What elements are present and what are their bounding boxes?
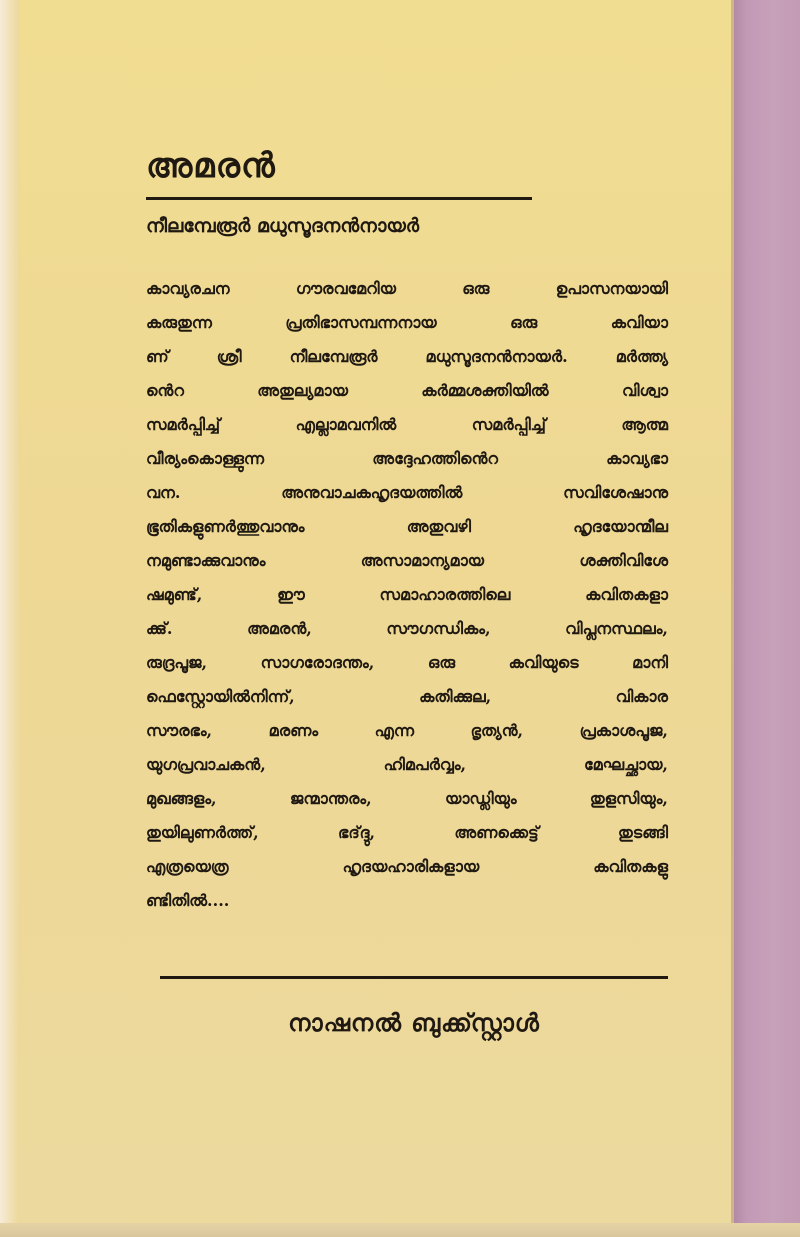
author-name: നീലമ്പേരൂർ മധുസൂദനൻനായർ — [146, 215, 420, 237]
blurb-line: ണ്ടിതിൽ.... — [146, 891, 230, 910]
cover-left-edge — [0, 0, 20, 1237]
blurb-line: നമുണ്ടാക്കുവാനും അസാമാന്യമായ ശക്തിവിശേ — [146, 551, 668, 570]
book-spine — [734, 0, 800, 1237]
blurb-line: ൻെറ അതുല്യമായ കർമ്മശക്തിയിൽ വിശ്വാ — [146, 381, 668, 400]
blurb-line: കരുതുന്ന പ്രതിഭാസമ്പന്നനായ ഒരു കവിയാ — [146, 313, 668, 332]
blurb-line: കാവ്യരചന ഗൗരവമേറിയ ഒരു ഉപാസനയായി — [146, 279, 668, 298]
publisher-name: നാഷനൽ ബുക്ക്സ്റ്റാൾ — [288, 1008, 540, 1037]
blurb-line: തുയിലുണർത്ത്, ഭദ്ദ്ദു, അണക്കെട്ട് തുടങ്ങി — [146, 823, 668, 842]
blurb-line: ക്കു്. അമരൻ, സൗഗന്ധികം, വിപ്ലനസ്ഥലം, — [146, 619, 668, 638]
blurb-line: യുഗപ്രവാചകൻ, ഹിമപർവ്വം, മേഘച്ഛായ, — [146, 755, 668, 774]
blurb-line: മുഖങ്ങളം, ജന്മാന്തരം, യാഡ്ലിയും തുളസിയും, — [146, 789, 668, 808]
cover-text-block — [146, 0, 668, 1237]
blurb-line: എത്രയെത്ര ഹൃദയഹാരികളായ കവിതകളു — [146, 857, 668, 876]
blurb-paragraph — [146, 272, 668, 918]
publisher-divider — [160, 976, 668, 979]
blurb-line: ഷമുണ്ട്, ഈ സമാഹാരത്തിലെ കവിതകളാ — [146, 585, 668, 604]
blurb-line: ഭൂതികളുണർത്തുവാനും അതുവഴി ഹൃദയോന്മീല — [146, 517, 668, 536]
blurb-line: സൗരഭം, മരണം എന്ന ഭൃത്യൻ, പ്രകാശപൂജ, — [146, 721, 668, 740]
blurb-line: വീര്യംകൊള്ളുന്ന അദ്ദേഹത്തിൻെറ കാവ്യഭാ — [146, 449, 668, 468]
title-divider — [146, 197, 532, 200]
blurb-line: രുദ്രപൂജ, സാഗരോദന്തം, ഒരു കവിയുടെ മാനി — [146, 653, 668, 672]
blurb-line: വന. അനുവാചകഹൃദയത്തിൽ സവിശേഷാനു — [146, 483, 668, 502]
blurb-line: ണ് ശ്രീ നീലമ്പേരൂർ മധുസൂദനൻനായർ. മർത്ത്യ — [146, 347, 668, 366]
blurb-line: ഫെസ്റ്റോയിൽനിന്ന്, കതിക്കുല, വികാര — [146, 687, 668, 706]
book-title: അമരൻ — [146, 146, 276, 186]
blurb-line: സമർപ്പിച്ച് എല്ലാമവനിൽ സമർപ്പിച്ച് ആത്മ — [146, 415, 668, 434]
